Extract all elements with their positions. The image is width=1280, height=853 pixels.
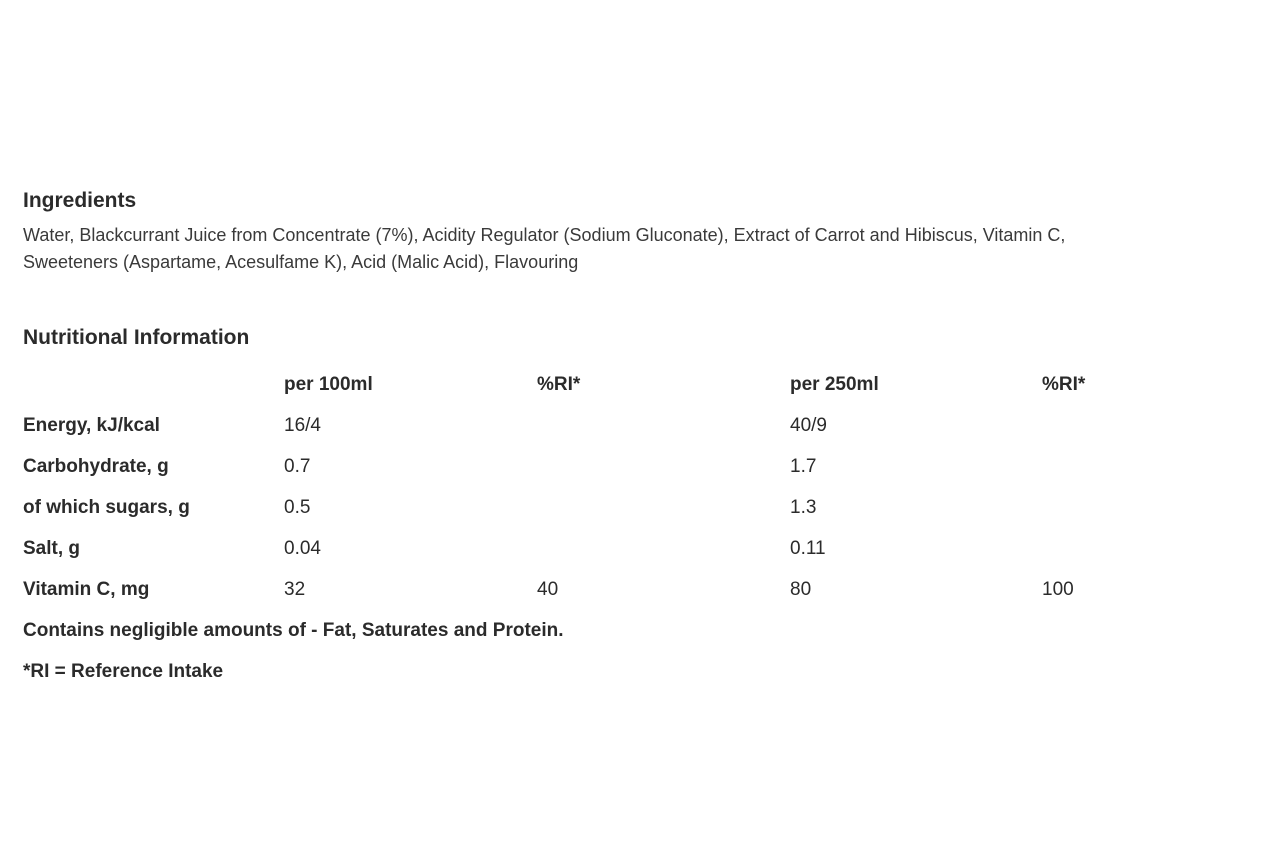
value-ri-250ml: 100 [1042,578,1074,600]
table-row [23,569,1242,610]
nutrient-label: Energy, kJ/kcal [23,414,160,436]
value-per-100ml: 0.7 [284,455,311,477]
table-row [23,528,1242,569]
ri-footnote: *RI = Reference Intake [23,661,224,682]
value-ri-250ml [1042,487,1242,528]
value-per-250ml: 0.11 [790,537,826,559]
value-ri-100ml [537,487,790,528]
value-per-250ml: 1.3 [790,496,817,518]
value-per-100ml: 32 [284,578,306,600]
value-per-100ml: 16/4 [284,414,321,436]
value-ri-100ml [537,528,790,569]
column-header-per-250ml: per 250ml [790,373,879,395]
value-per-250ml: 40/9 [790,414,827,436]
value-per-250ml: 1.7 [790,455,817,477]
ingredients-text: Water, Blackcurrant Juice from Concentrate (7%), Acidity Regulator (Sodium Gluconate), Extract of Carrot and Hibiscus, Vitamin C, Sweeteners (Aspartame, Acesulfame K), Acid (Malic Acid), Flavouring [23,225,1066,272]
column-header-nutrient [23,364,284,405]
table-row [23,405,1242,446]
nutrient-label: Vitamin C, mg [23,578,150,600]
nutrition-notes [23,610,1273,692]
value-ri-250ml [1042,528,1242,569]
value-per-100ml: 0.5 [284,496,311,518]
nutrient-label: of which sugars, g [23,496,190,518]
value-per-100ml: 0.04 [284,537,321,559]
nutrient-label: Carbohydrate, g [23,455,169,477]
nutrition-table [23,364,1242,610]
product-info [23,187,1273,692]
nutrition-heading: Nutritional Information [23,326,250,349]
ingredients-heading: Ingredients [23,189,137,212]
table-row [23,446,1242,487]
column-header-ri-100ml: %RI* [537,373,581,395]
nutrition-header-row [23,364,1242,405]
value-ri-100ml [537,446,790,487]
value-ri-100ml: 40 [537,578,559,600]
negligible-note: Contains negligible amounts of - Fat, Saturates and Protein. [23,620,564,641]
value-per-250ml: 80 [790,578,812,600]
column-header-per-100ml: per 100ml [284,373,373,395]
value-ri-250ml [1042,446,1242,487]
table-row [23,487,1242,528]
value-ri-250ml [1042,405,1242,446]
nutrient-label: Salt, g [23,537,81,559]
value-ri-100ml [537,405,790,446]
column-header-ri-250ml: %RI* [1042,373,1086,395]
